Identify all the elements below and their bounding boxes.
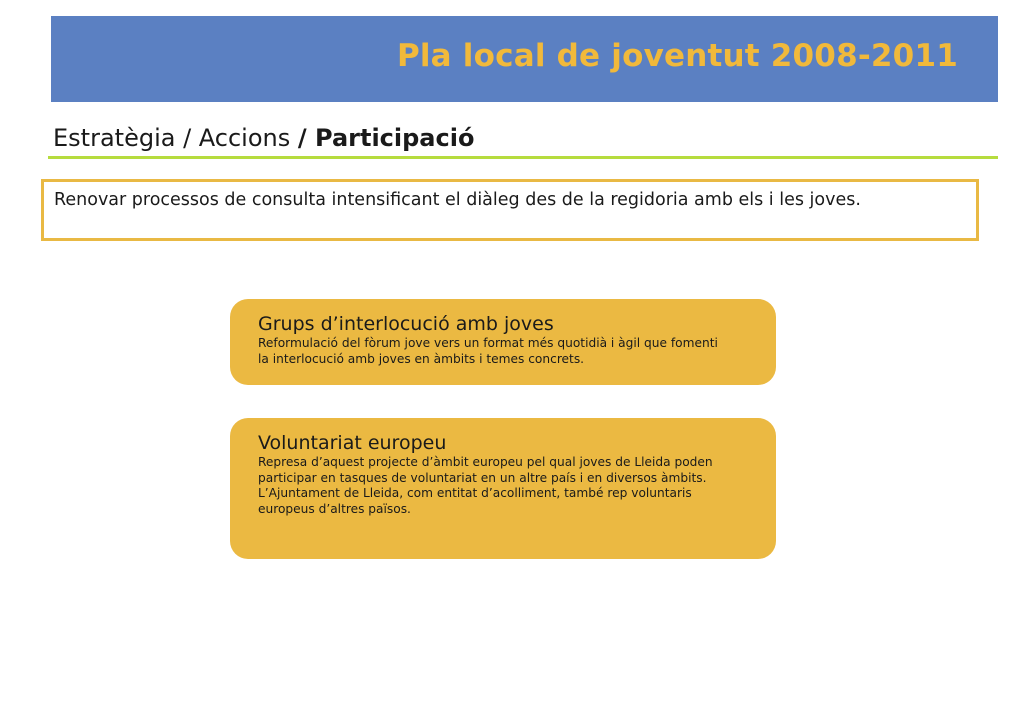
action-card-interlocucio	[230, 299, 776, 385]
action-card-title: Voluntariat europeu	[258, 432, 447, 454]
description-line: europeus d’altres països.	[258, 501, 411, 516]
action-card-voluntariat	[230, 418, 776, 559]
section-breadcrumb: Estratègia / Accions	[53, 124, 291, 152]
description-line: Reformulació del fòrum jove vers un format més quotidià i àgil que fomenti	[258, 336, 718, 350]
section-current: / Participació	[297, 124, 475, 152]
page-title: Pla local de joventut 2008-2011	[396, 38, 958, 74]
action-card-description	[258, 455, 758, 517]
description-line: L’Ajuntament de Lleida, com entitat d’acolliment, també rep voluntaris	[258, 486, 692, 500]
objective-box	[41, 179, 979, 241]
description-line: la interlocució amb joves en àmbits i temes concrets.	[258, 351, 585, 366]
action-card-description	[258, 336, 758, 367]
objective-text: Renovar processos de consulta intensificant el diàleg des de la regidoria amb els i les joves.	[54, 190, 861, 210]
description-line: participar en tasques de voluntariat en un altre país i en diversos àmbits.	[258, 470, 707, 485]
description-line: Represa d’aquest projecte d’àmbit europeu pel qual joves de Lleida poden	[258, 455, 713, 469]
section-heading	[53, 124, 474, 152]
heading-divider	[48, 156, 998, 159]
action-card-title: Grups d’interlocució amb joves	[258, 313, 554, 335]
title-banner	[51, 16, 998, 102]
